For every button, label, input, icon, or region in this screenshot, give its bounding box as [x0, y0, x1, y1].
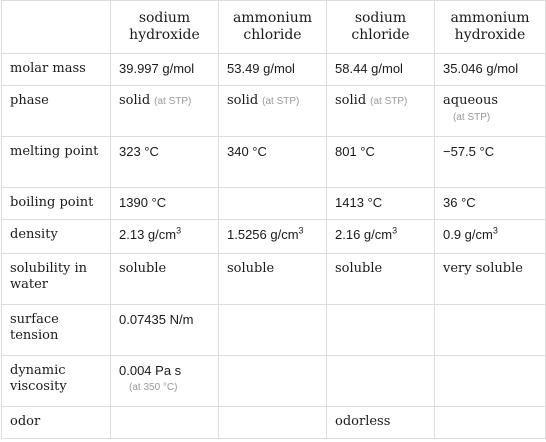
table-cell	[327, 305, 435, 356]
table-cell	[111, 86, 219, 137]
cell-value: 53.49 g/mol	[227, 61, 295, 76]
table-row	[2, 356, 546, 407]
cell-value: 1390 °C	[119, 195, 167, 210]
header-corner	[2, 1, 111, 54]
table-row	[2, 54, 546, 86]
table-cell	[219, 254, 327, 305]
table-cell	[111, 188, 219, 220]
table-cell	[327, 356, 435, 407]
row-label: phase	[2, 86, 111, 137]
cell-value: 0.004 Pa s	[119, 363, 182, 378]
row-label: molar mass	[2, 54, 111, 86]
cell-value: solid	[227, 93, 259, 108]
cell-value: 58.44 g/mol	[335, 61, 403, 76]
cell-note: (at STP)	[154, 96, 192, 107]
table-cell	[327, 254, 435, 305]
cell-value: soluble	[335, 261, 383, 276]
table-cell	[111, 407, 219, 439]
table-cell	[435, 54, 546, 86]
table-cell	[111, 54, 219, 86]
cell-value: −57.5 °C	[443, 144, 495, 159]
cell-value: 2.13 g/cm	[119, 227, 177, 242]
cell-value: 36 °C	[443, 195, 476, 210]
cell-value: solid	[335, 93, 367, 108]
cell-value: 35.046 g/mol	[443, 61, 519, 76]
table-cell	[219, 356, 327, 407]
table-cell	[111, 220, 219, 254]
table-cell	[327, 220, 435, 254]
table-cell	[435, 188, 546, 220]
cell-value: 340 °C	[227, 144, 267, 159]
table-cell	[435, 407, 546, 439]
table-row	[2, 188, 546, 220]
table-cell	[219, 188, 327, 220]
table-cell	[435, 86, 546, 137]
table-cell	[219, 407, 327, 439]
cell-exponent: 3	[492, 225, 498, 236]
table-cell	[435, 305, 546, 356]
cell-exponent: 3	[392, 225, 398, 236]
table-row	[2, 407, 546, 439]
cell-value: 0.07435 N/m	[119, 312, 194, 327]
header-row	[2, 1, 546, 54]
column-header-sodium-chloride: sodium chloride	[327, 1, 435, 54]
cell-note: (at STP)	[370, 96, 408, 107]
row-label: odor	[2, 407, 111, 439]
column-header-ammonium-chloride: ammonium chloride	[219, 1, 327, 54]
row-label: solubility in water	[2, 254, 111, 305]
table-row	[2, 254, 546, 305]
cell-value: 1.5256 g/cm	[227, 227, 299, 242]
table-cell	[219, 54, 327, 86]
table-row	[2, 305, 546, 356]
properties-table	[1, 0, 546, 439]
cell-value: very soluble	[443, 261, 523, 276]
column-header-sodium-hydroxide: sodium hydroxide	[111, 1, 219, 54]
cell-value: solid	[119, 93, 151, 108]
table-cell	[327, 188, 435, 220]
cell-value: soluble	[119, 261, 167, 276]
column-header-ammonium-hydroxide: ammonium hydroxide	[435, 1, 546, 54]
table-cell	[327, 137, 435, 188]
table-cell	[327, 86, 435, 137]
table-row	[2, 137, 546, 188]
cell-value: 801 °C	[335, 144, 375, 159]
table-cell	[435, 137, 546, 188]
row-label: surface tension	[2, 305, 111, 356]
cell-value: aqueous	[443, 93, 499, 108]
table-row	[2, 220, 546, 254]
table-row	[2, 86, 546, 137]
table-cell	[435, 254, 546, 305]
table-cell	[111, 356, 219, 407]
row-label: melting point	[2, 137, 111, 188]
cell-value: 323 °C	[119, 144, 159, 159]
table-cell	[111, 254, 219, 305]
cell-exponent: 3	[298, 225, 304, 236]
cell-value: soluble	[227, 261, 275, 276]
table-cell	[219, 220, 327, 254]
table-cell	[435, 220, 546, 254]
row-label: boiling point	[2, 188, 111, 220]
cell-value: 1413 °C	[335, 195, 383, 210]
cell-value: 39.997 g/mol	[119, 61, 195, 76]
cell-value: 0.9 g/cm	[443, 227, 493, 242]
cell-note: (at STP)	[453, 112, 491, 124]
table-cell	[327, 407, 435, 439]
row-label: dynamic viscosity	[2, 356, 111, 407]
table-cell	[111, 137, 219, 188]
table-cell	[219, 86, 327, 137]
cell-note: (at STP)	[262, 96, 300, 107]
table-cell	[219, 305, 327, 356]
table-cell	[219, 137, 327, 188]
cell-value: odorless	[335, 414, 391, 429]
table-cell	[327, 54, 435, 86]
cell-note: (at 350 °C)	[129, 382, 178, 394]
row-label: density	[2, 220, 111, 254]
cell-exponent: 3	[176, 225, 182, 236]
table-cell	[435, 356, 546, 407]
table-cell	[111, 305, 219, 356]
cell-value: 2.16 g/cm	[335, 227, 393, 242]
